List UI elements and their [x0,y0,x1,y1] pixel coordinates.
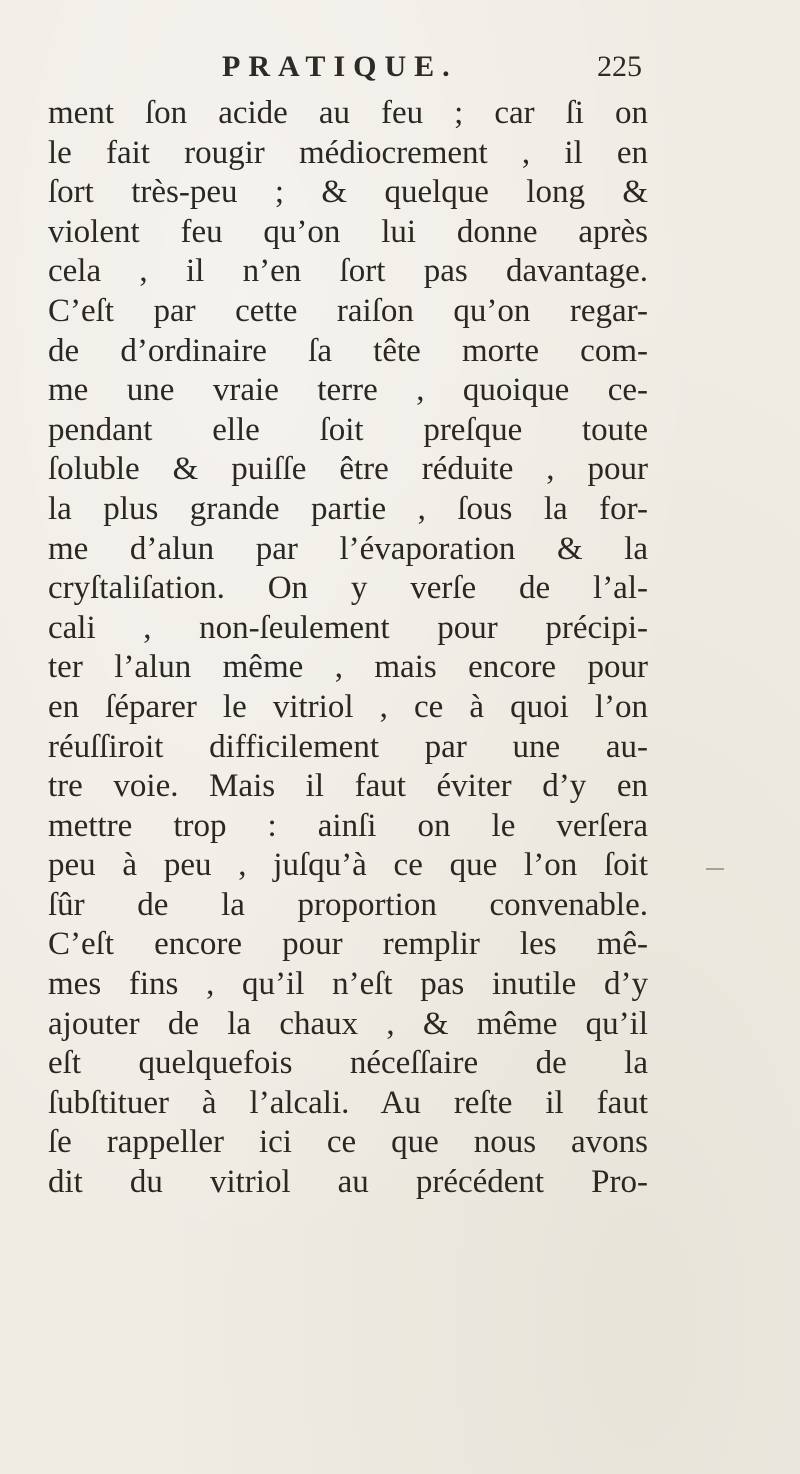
text-line: ſort très-peu ; & quelque long & [48,174,648,211]
text-line: en ſéparer le vitriol , ce à quoi l’on [48,688,648,725]
running-head: PRATIQUE. [222,50,458,83]
page-header [222,50,642,94]
text-line: C’eſt encore pour remplir les mê- [48,926,648,963]
page-number: 225 [597,50,642,83]
text-line: dit du vitriol au précédent Pro- [48,1164,648,1201]
text-line: cryſtaliſation. On y verſe de l’al- [48,570,648,607]
text-line: ſe rappeller ici ce que nous avons [48,1124,648,1161]
text-line: me une vraie terre , quoique ce- [48,372,648,409]
ink-mark [706,868,724,870]
text-line: mes fins , qu’il n’eſt pas inutile d’y [48,966,648,1003]
text-line: eſt quelquefois néceſſaire de la [48,1045,648,1082]
text-line: la plus grande partie , ſous la for- [48,490,648,527]
body-text [48,94,648,1203]
text-line: C’eſt par cette raiſon qu’on regar- [48,292,648,329]
text-line: violent feu qu’on lui donne après [48,213,648,250]
text-line: ajouter de la chaux , & même qu’il [48,1005,648,1042]
text-line: réuſſiroit difficilement par une au- [48,728,648,765]
text-line: ſûr de la proportion convenable. [48,886,648,923]
text-line: me d’alun par l’évaporation & la [48,530,648,567]
text-line: de d’ordinaire ſa tête morte com- [48,332,648,369]
text-line: le fait rougir médiocrement , il en [48,134,648,171]
text-line: tre voie. Mais il faut éviter d’y en [48,768,648,805]
text-line: pendant elle ſoit preſque toute [48,411,648,448]
text-line: ment ſon acide au feu ; car ſi on [48,95,648,131]
text-line: cali , non-ſeulement pour précipi- [48,609,648,646]
text-line: ter l’alun même , mais encore pour [48,649,648,686]
text-line: ſoluble & puiſſe être réduite , pour [48,451,648,488]
text-line: cela , il n’en ſort pas davantage. [48,253,648,290]
text-line: peu à peu , juſqu’à ce que l’on ſoit [48,847,648,884]
text-line: ſubſtituer à l’alcali. Au reſte il faut [48,1084,648,1121]
text-line: mettre trop : ainſi on le verſera [48,807,648,844]
